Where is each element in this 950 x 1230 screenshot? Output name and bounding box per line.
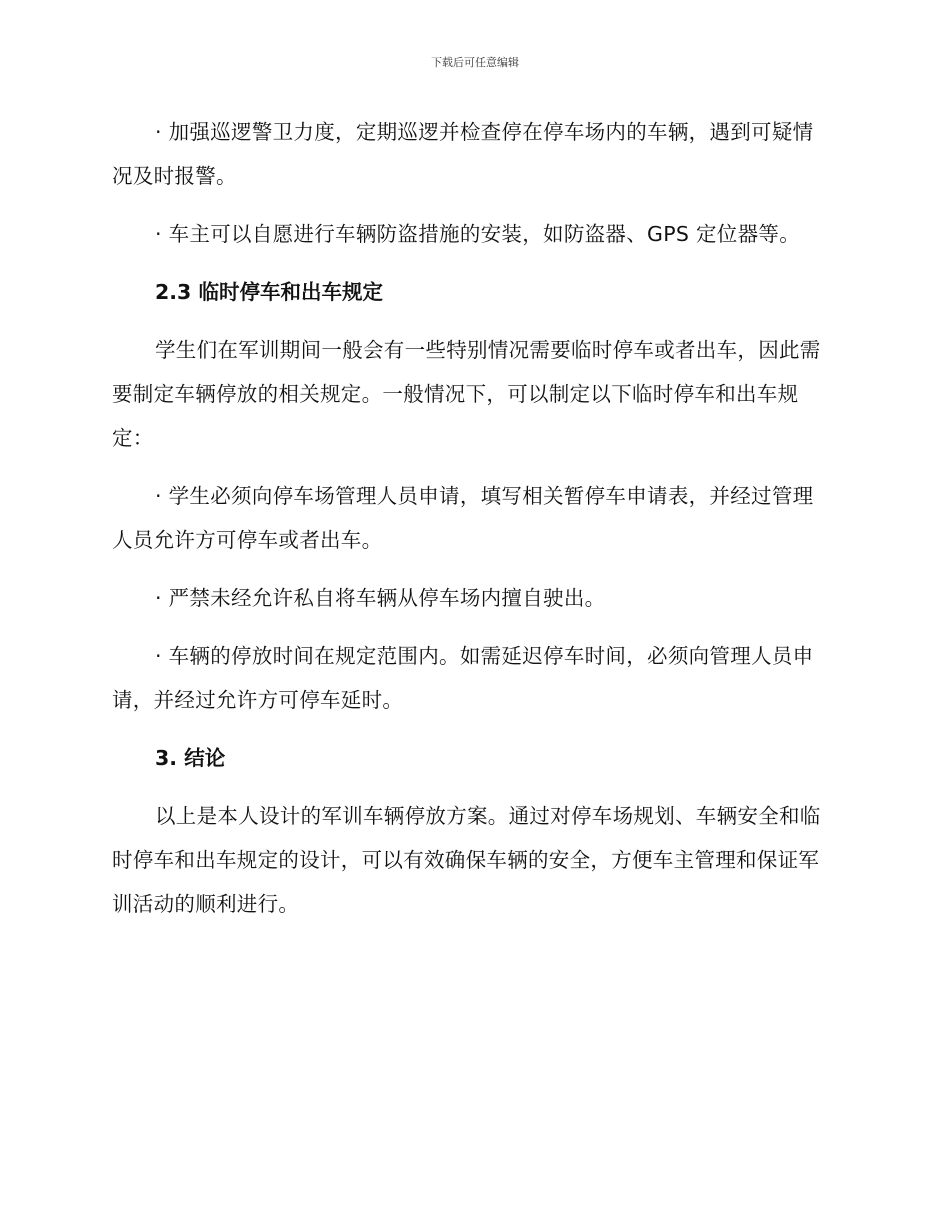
document-body (112, 110, 834, 940)
bullet-no-unauthorized-exit: · 严禁未经允许私自将车辆从停车场内擅自驶出。 (155, 586, 606, 610)
section-heading-2-3: 2.3 临时停车和出车规定 (155, 280, 383, 304)
page-header: 下载后可任意编辑 (431, 56, 519, 69)
paragraph-temporary-parking-intro: 学生们在军训期间一般会有一些特别情况需要临时停车或者出车，因此需要制定车辆停放的相关规定。一般情况下，可以制定以下临时停车和出车规定： (112, 338, 821, 450)
bullet-anti-theft: · 车主可以自愿进行车辆防盗措施的安装，如防盗器、GPS 定位器等。 (155, 222, 801, 246)
bullet-apply-to-manager: · 学生必须向停车场管理人员申请，填写相关暂停车申请表，并经过管理人员允许方可停车或者出车。 (112, 484, 814, 552)
bullet-patrol: · 加强巡逻警卫力度，定期巡逻并检查停在停车场内的车辆，遇到可疑情况及时报警。 (112, 120, 814, 188)
section-heading-conclusion: 3. 结论 (155, 746, 226, 770)
bullet-parking-duration: · 车辆的停放时间在规定范围内。如需延迟停车时间，必须向管理人员申请，并经过允许方可停车延时。 (112, 644, 814, 712)
paragraph-conclusion: 以上是本人设计的军训车辆停放方案。通过对停车场规划、车辆安全和临时停车和出车规定的设计，可以有效确保车辆的安全，方便车主管理和保证军训活动的顺利进行。 (112, 804, 821, 916)
